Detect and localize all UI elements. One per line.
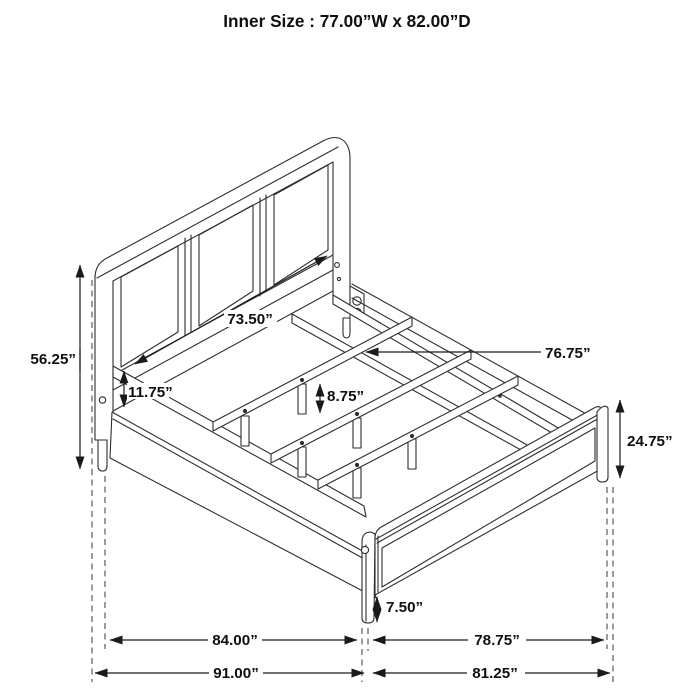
label-footboard-leg-height: 7.50” (386, 599, 424, 616)
dimension-footboard-leg-height (377, 597, 423, 622)
dimension-depth-inner (110, 632, 357, 649)
label-slat-rail-length: 76.75” (545, 345, 591, 362)
page-title: Inner Size : 77.00”W x 82.00”D (223, 11, 471, 31)
footboard-front-leg (362, 532, 375, 623)
label-depth-overall: 91.00” (213, 665, 259, 682)
label-footboard-width-overall: 81.25” (472, 665, 518, 682)
dimension-footboard-width-inner (373, 632, 604, 649)
footboard-right-leg (597, 406, 608, 482)
dimension-depth-overall (95, 665, 364, 682)
label-footboard-width-inner: 78.75” (474, 632, 520, 649)
label-depth-inner: 84.00” (212, 632, 258, 649)
label-headboard-panel-width: 73.50” (227, 311, 273, 328)
label-footboard-height: 24.75” (627, 433, 673, 450)
slat-rails (213, 317, 518, 489)
label-headboard-height: 56.25” (30, 351, 76, 368)
dimension-headboard-height (30, 265, 80, 469)
headboard-left-leg (95, 397, 107, 471)
headboard-panels (121, 165, 328, 367)
label-support-leg-height: 8.75” (327, 388, 365, 405)
label-headboard-rail-height: 11.75” (128, 384, 173, 401)
dimension-footboard-height (620, 400, 673, 478)
dimension-footboard-width-overall (373, 665, 610, 682)
